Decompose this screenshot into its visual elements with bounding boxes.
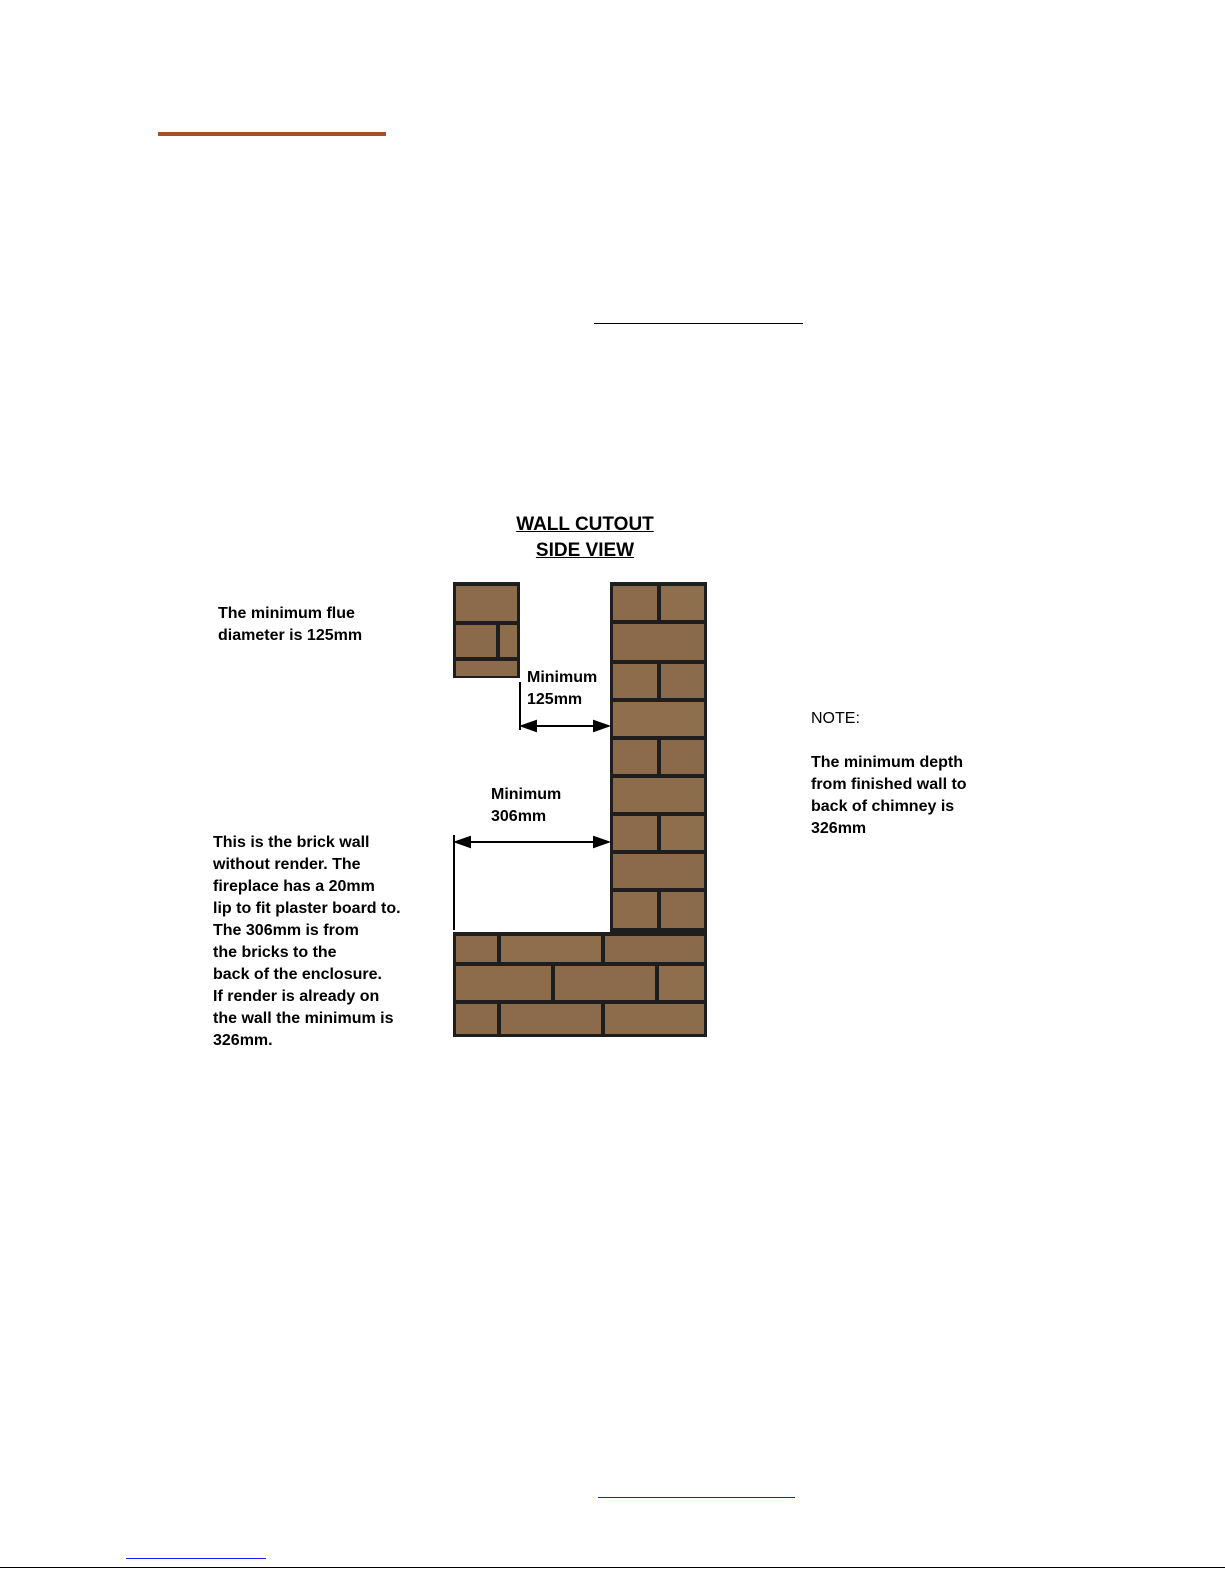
brick-wall-note: This is the brick wall without render. The fireplace has a 20mm lip to fit plaster board to. The 306mm is from the bricks to the back of the enclosure. If render is already on the wall the minimum is 326mm.	[213, 834, 401, 1049]
chimney-depth-note: The minimum depth from finished wall to back of chimney is 326mm	[811, 754, 967, 837]
footer-link-rule	[598, 1497, 795, 1498]
arrow-left-icon	[522, 721, 536, 731]
note-heading: NOTE:	[811, 710, 860, 727]
arrow-left-icon	[456, 837, 470, 847]
dimension-125mm-label: Minimum 125mm	[527, 669, 598, 708]
page-bottom-edge	[0, 1567, 1225, 1568]
upper-left-brick-stub	[453, 582, 520, 678]
flue-diameter-note: The minimum flue diameter is 125mm	[218, 605, 363, 644]
right-brick-column	[610, 582, 707, 932]
arrow-right-icon	[594, 837, 608, 847]
bottom-brick-base	[453, 932, 707, 1037]
diagram-title-line2: SIDE VIEW	[535, 540, 635, 561]
arrow-right-icon	[594, 721, 608, 731]
corner-link-rule	[126, 1558, 266, 1559]
diagram-title-line1: WALL CUTOUT	[516, 514, 654, 535]
dimension-306mm	[454, 835, 608, 930]
dimension-306mm-label: Minimum 306mm	[491, 786, 562, 825]
